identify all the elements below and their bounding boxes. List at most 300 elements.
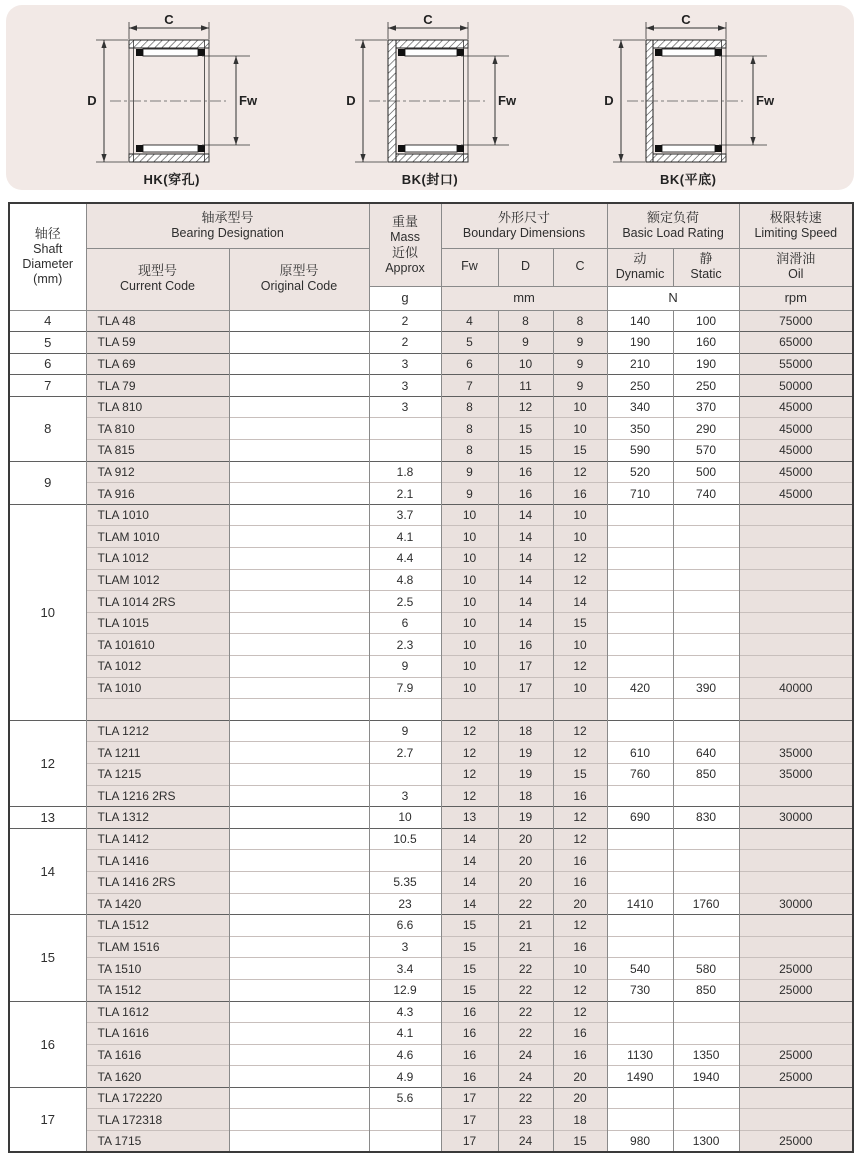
cell-original-code (229, 548, 369, 570)
cell-original-code (229, 699, 369, 721)
cell-d: 19 (498, 807, 553, 829)
cell-fw: 14 (441, 850, 498, 872)
cell-static-load: 850 (673, 979, 739, 1001)
cell-original-code (229, 310, 369, 332)
cell-d: 14 (498, 548, 553, 570)
cell-original-code (229, 915, 369, 937)
cell-c (553, 699, 607, 721)
cell-c: 8 (553, 310, 607, 332)
cell-c: 15 (553, 1131, 607, 1153)
cell-dynamic-load (607, 591, 673, 613)
cell-static-load (673, 591, 739, 613)
cell-current-code: TLAM 1010 (86, 526, 229, 548)
cell-d: 14 (498, 612, 553, 634)
cell-current-code: TLA 1216 2RS (86, 785, 229, 807)
header-boundary-dimensions: 外形尺寸 Boundary Dimensions (441, 203, 607, 248)
cell-d: 15 (498, 440, 553, 462)
dim-label-c: C (422, 12, 433, 27)
cell-limiting-speed-oil: 25000 (739, 979, 853, 1001)
cell-limiting-speed-oil (739, 785, 853, 807)
table-row (9, 958, 853, 980)
cell-mass-approx: 3 (369, 396, 441, 418)
cell-current-code: TLA 1014 2RS (86, 591, 229, 613)
cell-shaft-diameter: 13 (9, 807, 86, 829)
cell-c: 20 (553, 1087, 607, 1109)
dim-label-fw: Fw (497, 93, 516, 108)
cell-dynamic-load (607, 1087, 673, 1109)
cell-fw: 17 (441, 1109, 498, 1131)
cell-limiting-speed-oil: 35000 (739, 763, 853, 785)
cell-dynamic-load (607, 699, 673, 721)
cell-original-code (229, 958, 369, 980)
bearing-spec-table (8, 202, 854, 1153)
cell-dynamic-load: 190 (607, 332, 673, 354)
cell-mass-approx: 2 (369, 310, 441, 332)
cell-original-code (229, 526, 369, 548)
cell-c: 15 (553, 763, 607, 785)
cell-d: 22 (498, 1023, 553, 1045)
cell-mass-approx: 2.7 (369, 742, 441, 764)
cell-fw: 8 (441, 440, 498, 462)
cell-current-code: TA 1510 (86, 958, 229, 980)
cell-limiting-speed-oil (739, 936, 853, 958)
cell-dynamic-load: 590 (607, 440, 673, 462)
unit-speed-rpm: rpm (739, 286, 853, 310)
cell-current-code: TLA 1416 (86, 850, 229, 872)
cell-c: 10 (553, 418, 607, 440)
table-row (9, 310, 853, 332)
cell-limiting-speed-oil (739, 1023, 853, 1045)
cell-static-load (673, 569, 739, 591)
cell-limiting-speed-oil: 25000 (739, 1066, 853, 1088)
cell-static-load: 290 (673, 418, 739, 440)
unit-mass-g: g (369, 286, 441, 310)
cell-limiting-speed-oil: 25000 (739, 1131, 853, 1153)
cell-fw: 10 (441, 526, 498, 548)
cell-dynamic-load (607, 850, 673, 872)
dim-label-c: C (681, 12, 691, 27)
cell-static-load (673, 915, 739, 937)
cell-current-code: TLAM 1012 (86, 569, 229, 591)
cell-shaft-diameter: 6 (9, 353, 86, 375)
cell-current-code: TLA 810 (86, 396, 229, 418)
cell-mass-approx: 12.9 (369, 979, 441, 1001)
header-fw: Fw (441, 248, 498, 286)
cell-c: 16 (553, 936, 607, 958)
cell-d: 17 (498, 656, 553, 678)
diagram-caption-hk: HK(穿孔) (143, 172, 200, 187)
cell-d: 20 (498, 871, 553, 893)
cell-d: 24 (498, 1044, 553, 1066)
cell-dynamic-load (607, 785, 673, 807)
cell-limiting-speed-oil: 75000 (739, 310, 853, 332)
cell-fw (441, 699, 498, 721)
cell-current-code: TLA 1212 (86, 720, 229, 742)
cell-limiting-speed-oil (739, 1087, 853, 1109)
cell-static-load (673, 1087, 739, 1109)
cell-current-code: TLA 172318 (86, 1109, 229, 1131)
cell-fw: 15 (441, 936, 498, 958)
cell-static-load (673, 720, 739, 742)
cell-dynamic-load (607, 871, 673, 893)
cell-limiting-speed-oil (739, 1109, 853, 1131)
table-row (9, 828, 853, 850)
cell-dynamic-load (607, 1109, 673, 1131)
cell-original-code (229, 763, 369, 785)
cell-current-code: TLA 172220 (86, 1087, 229, 1109)
cell-c: 15 (553, 440, 607, 462)
cell-limiting-speed-oil: 25000 (739, 1044, 853, 1066)
cell-dynamic-load: 760 (607, 763, 673, 785)
cell-static-load: 640 (673, 742, 739, 764)
cell-static-load: 830 (673, 807, 739, 829)
table-row (9, 936, 853, 958)
table-row (9, 353, 853, 375)
diagram-caption-bk-flat: BK(平底) (660, 172, 717, 187)
table-row (9, 915, 853, 937)
cell-limiting-speed-oil: 40000 (739, 677, 853, 699)
header-shaft-diameter: 轴径 Shaft Diameter (mm) (9, 203, 86, 310)
cell-current-code: TA 810 (86, 418, 229, 440)
cell-original-code (229, 1131, 369, 1153)
cell-static-load (673, 871, 739, 893)
cell-fw: 10 (441, 634, 498, 656)
cell-d: 18 (498, 720, 553, 742)
cell-static-load: 850 (673, 763, 739, 785)
cell-dynamic-load (607, 569, 673, 591)
cell-mass-approx: 23 (369, 893, 441, 915)
cell-mass-approx (369, 850, 441, 872)
cell-shaft-diameter: 12 (9, 720, 86, 806)
cell-limiting-speed-oil (739, 612, 853, 634)
cell-original-code (229, 1001, 369, 1023)
cell-fw: 10 (441, 569, 498, 591)
cell-fw: 16 (441, 1001, 498, 1023)
cell-mass-approx: 2.3 (369, 634, 441, 656)
cell-c: 16 (553, 1044, 607, 1066)
cell-limiting-speed-oil (739, 548, 853, 570)
diagram-panel (6, 5, 854, 190)
cell-dynamic-load: 340 (607, 396, 673, 418)
cell-fw: 10 (441, 677, 498, 699)
cell-original-code (229, 1023, 369, 1045)
cell-dynamic-load: 520 (607, 461, 673, 483)
cell-original-code (229, 871, 369, 893)
header-limiting-speed: 极限转速 Limiting Speed (739, 203, 853, 248)
cell-current-code: TA 1512 (86, 979, 229, 1001)
cell-c: 10 (553, 396, 607, 418)
cell-limiting-speed-oil: 45000 (739, 418, 853, 440)
cell-c: 15 (553, 612, 607, 634)
cell-mass-approx (369, 763, 441, 785)
header-bearing-designation: 轴承型号 Bearing Designation (86, 203, 369, 248)
cell-original-code (229, 569, 369, 591)
cell-c: 14 (553, 591, 607, 613)
cell-fw: 14 (441, 871, 498, 893)
cell-limiting-speed-oil: 25000 (739, 958, 853, 980)
cell-dynamic-load: 420 (607, 677, 673, 699)
table-row (9, 742, 853, 764)
cell-original-code (229, 677, 369, 699)
table-row (9, 699, 853, 721)
cell-c: 12 (553, 915, 607, 937)
cell-static-load (673, 504, 739, 526)
cell-fw: 5 (441, 332, 498, 354)
header-current-code: 现型号 Current Code (86, 248, 229, 310)
cell-original-code (229, 807, 369, 829)
cell-c: 9 (553, 375, 607, 397)
cell-d: 10 (498, 353, 553, 375)
cell-dynamic-load: 1490 (607, 1066, 673, 1088)
cell-c: 16 (553, 850, 607, 872)
cell-fw: 17 (441, 1131, 498, 1153)
cell-current-code: TLA 59 (86, 332, 229, 354)
cell-static-load: 500 (673, 461, 739, 483)
cell-mass-approx: 3 (369, 936, 441, 958)
cell-limiting-speed-oil: 30000 (739, 807, 853, 829)
cell-dynamic-load: 350 (607, 418, 673, 440)
cell-current-code: TA 1616 (86, 1044, 229, 1066)
bearing-cross-section-hk (84, 12, 259, 168)
cell-mass-approx: 2 (369, 332, 441, 354)
cell-fw: 14 (441, 893, 498, 915)
cell-dynamic-load (607, 548, 673, 570)
cell-limiting-speed-oil: 55000 (739, 353, 853, 375)
cell-c: 12 (553, 548, 607, 570)
cell-mass-approx: 3.7 (369, 504, 441, 526)
table-row (9, 785, 853, 807)
cell-fw: 7 (441, 375, 498, 397)
cell-d: 14 (498, 504, 553, 526)
cell-static-load: 580 (673, 958, 739, 980)
cell-current-code: TA 916 (86, 483, 229, 505)
cell-original-code (229, 396, 369, 418)
cell-d: 19 (498, 763, 553, 785)
table-row (9, 1023, 853, 1045)
cell-current-code: TA 1215 (86, 763, 229, 785)
table-header (9, 203, 853, 310)
cell-static-load: 1300 (673, 1131, 739, 1153)
cell-fw: 6 (441, 353, 498, 375)
cell-shaft-diameter: 9 (9, 461, 86, 504)
cell-limiting-speed-oil: 45000 (739, 396, 853, 418)
cell-current-code: TA 1012 (86, 656, 229, 678)
cell-mass-approx (369, 1131, 441, 1153)
table-row (9, 893, 853, 915)
cell-d: 14 (498, 591, 553, 613)
table-row (9, 1087, 853, 1109)
cell-static-load: 390 (673, 677, 739, 699)
cell-c: 16 (553, 785, 607, 807)
cell-original-code (229, 656, 369, 678)
cell-fw: 17 (441, 1087, 498, 1109)
cell-limiting-speed-oil: 50000 (739, 375, 853, 397)
cell-original-code (229, 742, 369, 764)
cell-d: 20 (498, 850, 553, 872)
cell-limiting-speed-oil (739, 504, 853, 526)
dim-label-fw: Fw (239, 93, 258, 108)
table-row (9, 850, 853, 872)
cell-mass-approx: 3.4 (369, 958, 441, 980)
cell-mass-approx: 4.9 (369, 1066, 441, 1088)
cell-original-code (229, 504, 369, 526)
cell-d: 14 (498, 526, 553, 548)
cell-d: 22 (498, 1001, 553, 1023)
cell-c: 20 (553, 1066, 607, 1088)
cell-current-code: TLA 69 (86, 353, 229, 375)
cell-dynamic-load: 140 (607, 310, 673, 332)
cell-c: 12 (553, 569, 607, 591)
cell-static-load (673, 850, 739, 872)
cell-mass-approx: 9 (369, 720, 441, 742)
cell-d: 9 (498, 332, 553, 354)
cell-d: 16 (498, 483, 553, 505)
cell-c: 9 (553, 353, 607, 375)
cell-original-code (229, 1087, 369, 1109)
cell-current-code: TA 101610 (86, 634, 229, 656)
cell-static-load: 740 (673, 483, 739, 505)
cell-static-load: 370 (673, 396, 739, 418)
cell-limiting-speed-oil (739, 871, 853, 893)
cell-static-load: 1350 (673, 1044, 739, 1066)
cell-original-code (229, 785, 369, 807)
cell-static-load (673, 656, 739, 678)
cell-current-code: TLA 1010 (86, 504, 229, 526)
cell-fw: 12 (441, 785, 498, 807)
diagram-hk (79, 12, 264, 188)
table-row (9, 375, 853, 397)
table-row (9, 418, 853, 440)
cell-static-load (673, 612, 739, 634)
cell-original-code (229, 440, 369, 462)
cell-fw: 10 (441, 656, 498, 678)
cell-original-code (229, 936, 369, 958)
cell-fw: 16 (441, 1066, 498, 1088)
cell-limiting-speed-oil (739, 656, 853, 678)
cell-d (498, 699, 553, 721)
cell-original-code (229, 828, 369, 850)
cell-limiting-speed-oil: 30000 (739, 893, 853, 915)
cell-c: 12 (553, 1001, 607, 1023)
cell-mass-approx: 7.9 (369, 677, 441, 699)
cell-c: 12 (553, 461, 607, 483)
cell-shaft-diameter: 4 (9, 310, 86, 332)
table-row (9, 591, 853, 613)
cell-original-code (229, 979, 369, 1001)
table-row (9, 656, 853, 678)
cell-mass-approx (369, 418, 441, 440)
cell-mass-approx: 5.35 (369, 871, 441, 893)
cell-current-code: TLA 1612 (86, 1001, 229, 1023)
cell-current-code: TA 1715 (86, 1131, 229, 1153)
diagram-bk-sealed (338, 12, 523, 188)
cell-mass-approx: 9 (369, 656, 441, 678)
cell-dynamic-load (607, 915, 673, 937)
cell-original-code (229, 418, 369, 440)
cell-c: 12 (553, 656, 607, 678)
table-row (9, 634, 853, 656)
cell-original-code (229, 1044, 369, 1066)
cell-dynamic-load (607, 634, 673, 656)
cell-limiting-speed-oil: 45000 (739, 440, 853, 462)
cell-mass-approx (369, 1109, 441, 1131)
cell-original-code (229, 612, 369, 634)
header-oil: 润滑油 Oil (739, 248, 853, 286)
cell-dynamic-load: 210 (607, 353, 673, 375)
cell-shaft-diameter: 10 (9, 504, 86, 720)
cell-d: 21 (498, 936, 553, 958)
cell-original-code (229, 461, 369, 483)
cell-dynamic-load: 710 (607, 483, 673, 505)
diagram-bk-flat (596, 12, 781, 188)
unit-load-n: N (607, 286, 739, 310)
bearing-cross-section-bk-sealed (343, 12, 518, 168)
header-d: D (498, 248, 553, 286)
header-mass: 重量 Mass 近似 Approx (369, 203, 441, 286)
cell-current-code: TLA 1312 (86, 807, 229, 829)
cell-mass-approx (369, 440, 441, 462)
cell-static-load (673, 1001, 739, 1023)
table-row (9, 461, 853, 483)
cell-d: 18 (498, 785, 553, 807)
cell-fw: 4 (441, 310, 498, 332)
cell-fw: 10 (441, 548, 498, 570)
cell-fw: 15 (441, 915, 498, 937)
cell-dynamic-load (607, 1001, 673, 1023)
table-row (9, 1066, 853, 1088)
cell-d: 22 (498, 893, 553, 915)
cell-current-code: TLA 79 (86, 375, 229, 397)
cell-d: 15 (498, 418, 553, 440)
cell-limiting-speed-oil (739, 850, 853, 872)
cell-mass-approx: 10 (369, 807, 441, 829)
cell-original-code (229, 850, 369, 872)
cell-fw: 14 (441, 828, 498, 850)
cell-limiting-speed-oil: 65000 (739, 332, 853, 354)
cell-static-load (673, 828, 739, 850)
header-c: C (553, 248, 607, 286)
cell-static-load (673, 699, 739, 721)
header-original-code: 原型号 Original Code (229, 248, 369, 310)
diagram-caption-bk-sealed: BK(封口) (401, 172, 459, 187)
cell-original-code (229, 591, 369, 613)
cell-limiting-speed-oil: 45000 (739, 461, 853, 483)
cell-original-code (229, 483, 369, 505)
cell-fw: 9 (441, 483, 498, 505)
cell-fw: 16 (441, 1023, 498, 1045)
cell-c: 18 (553, 1109, 607, 1131)
table-row (9, 871, 853, 893)
cell-d: 16 (498, 461, 553, 483)
cell-original-code (229, 634, 369, 656)
cell-static-load (673, 634, 739, 656)
cell-original-code (229, 1066, 369, 1088)
dim-label-d: D (87, 93, 97, 108)
cell-current-code: TA 1620 (86, 1066, 229, 1088)
cell-c: 12 (553, 807, 607, 829)
cell-static-load (673, 1109, 739, 1131)
cell-original-code (229, 1109, 369, 1131)
cell-c: 16 (553, 871, 607, 893)
cell-current-code: TA 1010 (86, 677, 229, 699)
unit-boundary-mm: mm (441, 286, 607, 310)
cell-limiting-speed-oil (739, 634, 853, 656)
table-row (9, 1044, 853, 1066)
cell-shaft-diameter: 17 (9, 1087, 86, 1152)
cell-d: 20 (498, 828, 553, 850)
table-row (9, 612, 853, 634)
cell-current-code: TLA 1412 (86, 828, 229, 850)
